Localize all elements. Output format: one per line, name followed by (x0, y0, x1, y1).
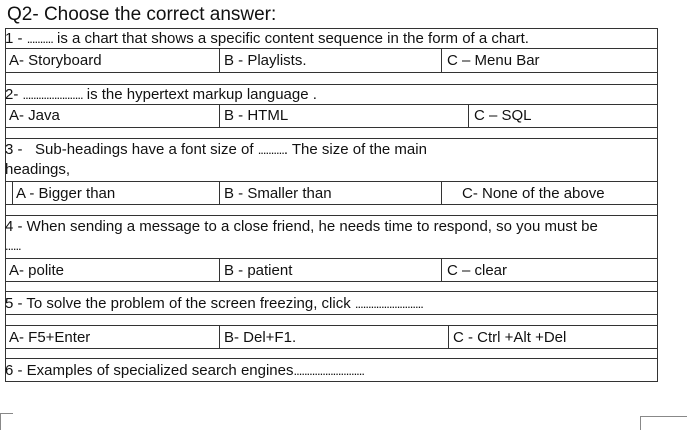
option-b[interactable]: B - Playlists. (224, 52, 307, 69)
row-divider (5, 325, 658, 326)
question-4: 4 - When sending a message to a close friend, he needs time to respond, so you must be (5, 218, 598, 235)
row-divider (5, 291, 658, 292)
question-number: 3 - (5, 141, 23, 158)
option-c[interactable]: C – Menu Bar (447, 52, 540, 69)
row-divider (5, 314, 658, 315)
cell-divider (219, 48, 220, 72)
cell-divider (468, 104, 469, 127)
question-text: . The size of the main (283, 141, 427, 158)
cell-divider (219, 104, 220, 127)
question-text: Sub-headings have a font size of (35, 141, 254, 158)
row-divider (5, 181, 658, 182)
table-border-right (657, 28, 658, 382)
row-divider (5, 104, 658, 105)
question-text: 6 - Examples of specialized search engines (5, 362, 294, 379)
cell-divider (12, 181, 13, 204)
row-divider (5, 204, 658, 205)
answer-blank: .......... (26, 31, 53, 46)
row-divider (5, 258, 658, 259)
option-a[interactable]: A- F5+Enter (9, 329, 91, 346)
table-border-left (5, 28, 6, 382)
option-b[interactable]: B - patient (224, 262, 293, 279)
option-b[interactable]: B - Smaller than (224, 185, 332, 202)
question-3-continued: headings, (5, 161, 71, 178)
option-b[interactable]: B - HTML (224, 107, 289, 124)
row-divider (5, 358, 658, 359)
option-b[interactable]: B- Del+F1. (224, 329, 297, 346)
option-a[interactable]: A- polite (9, 262, 65, 279)
cell-divider (219, 181, 220, 204)
question-text: is the hypertext markup language . (86, 86, 317, 103)
page-title: Q2- Choose the correct answer: (7, 4, 277, 25)
question-6 (5, 361, 682, 380)
row-divider (5, 215, 658, 216)
page-corner-right (640, 416, 687, 430)
row-divider (5, 127, 658, 128)
question-3 (5, 140, 682, 159)
question-number: 1 - (5, 30, 23, 47)
row-divider (5, 138, 658, 139)
question-2 (5, 85, 682, 104)
row-divider (5, 48, 658, 49)
option-c[interactable]: C - Ctrl +Alt +Del (453, 329, 567, 346)
option-c[interactable]: C – SQL (474, 107, 532, 124)
cell-divider (441, 258, 442, 281)
answer-blank: .......................... (354, 296, 423, 311)
row-divider (5, 348, 658, 349)
row-divider (5, 281, 658, 282)
cell-divider (219, 325, 220, 348)
option-c[interactable]: C- None of the above (462, 185, 605, 202)
question-5 (5, 294, 682, 313)
option-a[interactable]: A - Bigger than (16, 185, 116, 202)
cell-divider (441, 181, 442, 204)
option-a[interactable]: A- Java (9, 107, 60, 124)
page-corner-left (0, 413, 13, 430)
question-text: is a chart that shows a specific content sequence in the form of a chart. (56, 30, 529, 47)
table-border-bottom (5, 381, 658, 382)
cell-divider (441, 48, 442, 72)
row-divider (5, 72, 658, 73)
option-c[interactable]: C – clear (447, 262, 508, 279)
answer-blank: .......... (257, 142, 284, 157)
cell-divider (219, 258, 220, 281)
question-text: 5 - To solve the problem of the screen freezing, click (5, 295, 351, 312)
answer-blank: ........................... (293, 363, 365, 378)
answer-blank: ...... (5, 238, 21, 253)
question-number: 2- (5, 86, 19, 103)
question-1 (5, 29, 682, 48)
answer-blank: ....................... (22, 87, 83, 102)
option-a[interactable]: A- Storyboard (9, 52, 102, 69)
cell-divider (448, 325, 449, 348)
